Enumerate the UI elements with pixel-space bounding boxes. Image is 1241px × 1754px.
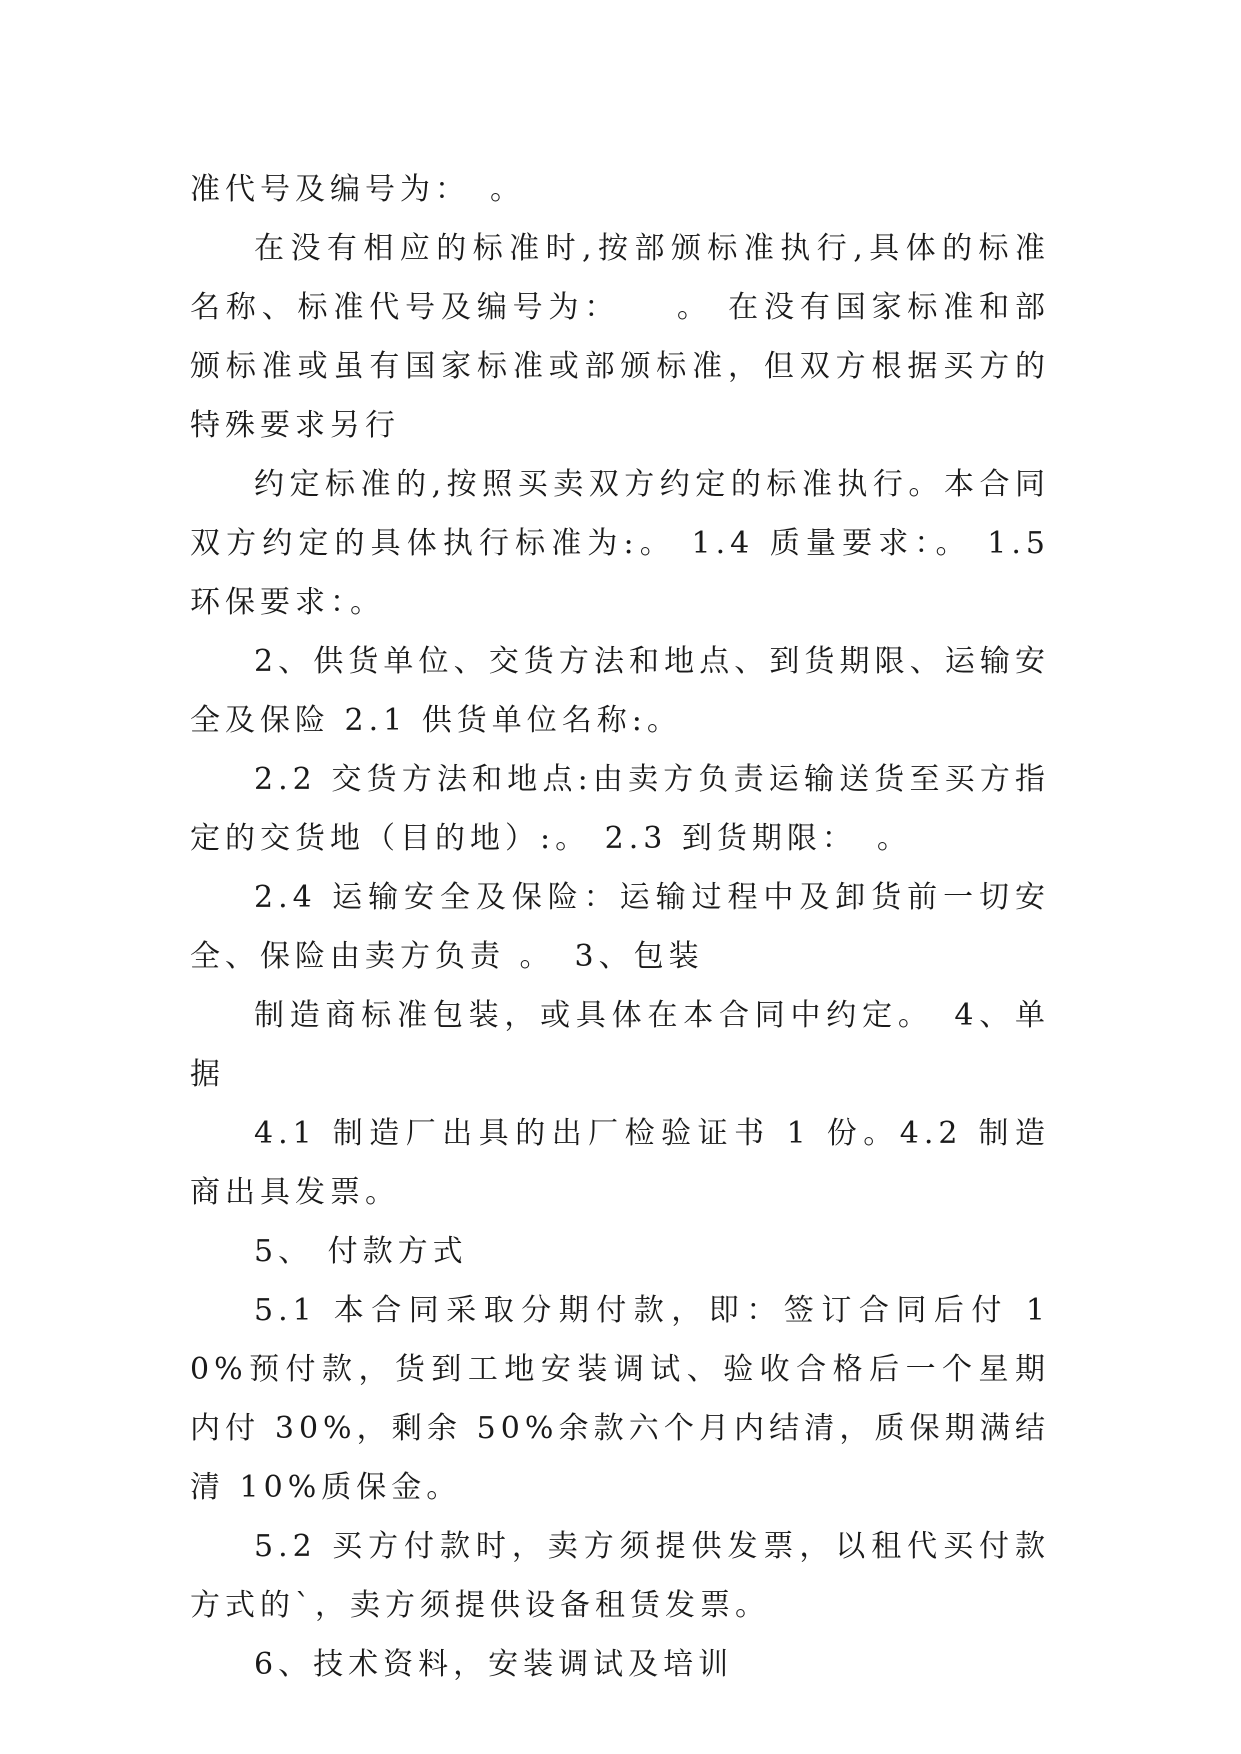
paragraph-agreed-standard: 约定标准的,按照买卖双方约定的标准执行。本合同双方约定的具体执行标准为:。 1.4 质量要求：。 1.5 环保要求：。 (190, 467, 1050, 620)
paragraph-payment-invoice: 5.2 买方付款时，卖方须提供发票，以租代买付款方式的`，卖方须提供设备租赁发票。 (190, 1529, 1050, 1623)
paragraph-delivery: 2.2 交货方法和地点:由卖方负责运输送货至买方指定的交货地（目的地）:。 2.3 到货期限： 。 (190, 762, 1050, 856)
paragraph-packaging: 制造商标准包装，或具体在本合同中约定。 4、单据 (190, 998, 1050, 1092)
paragraph-technical-docs: 6、技术资料，安装调试及培训 (254, 1647, 734, 1682)
paragraph-payment-heading: 5、 付款方式 (254, 1234, 468, 1269)
document-body (190, 160, 1050, 1694)
paragraph-payment-installments: 5.1 本合同采取分期付款，即：签订合同后付 10%预付款，货到工地安装调试、验收合格后一个星期内付 30%，剩余 50%余款六个月内结清，质保期满结清 10%质保金。 (190, 1293, 1050, 1505)
paragraph-supplier: 2、供货单位、交货方法和地点、到货期限、运输安全及保险 2.1 供货单位名称:。 (190, 644, 1050, 738)
paragraph-transport-safety: 2.4 运输安全及保险：运输过程中及卸货前一切安全、保险由卖方负责 。 3、包装 (190, 880, 1050, 974)
paragraph-ministry-standard: 在没有相应的标准时,按部颁标准执行,具体的标准名称、标准代号及编号为： 。 在没有国家标准和部颁标准或虽有国家标准或部颁标准，但双方根据买方的特殊要求另行 (190, 231, 1050, 443)
paragraph-standard-code: 准代号及编号为： 。 (190, 172, 525, 207)
paragraph-documents: 4.1 制造厂出具的出厂检验证书 1 份。4.2 制造商出具发票。 (190, 1116, 1050, 1210)
